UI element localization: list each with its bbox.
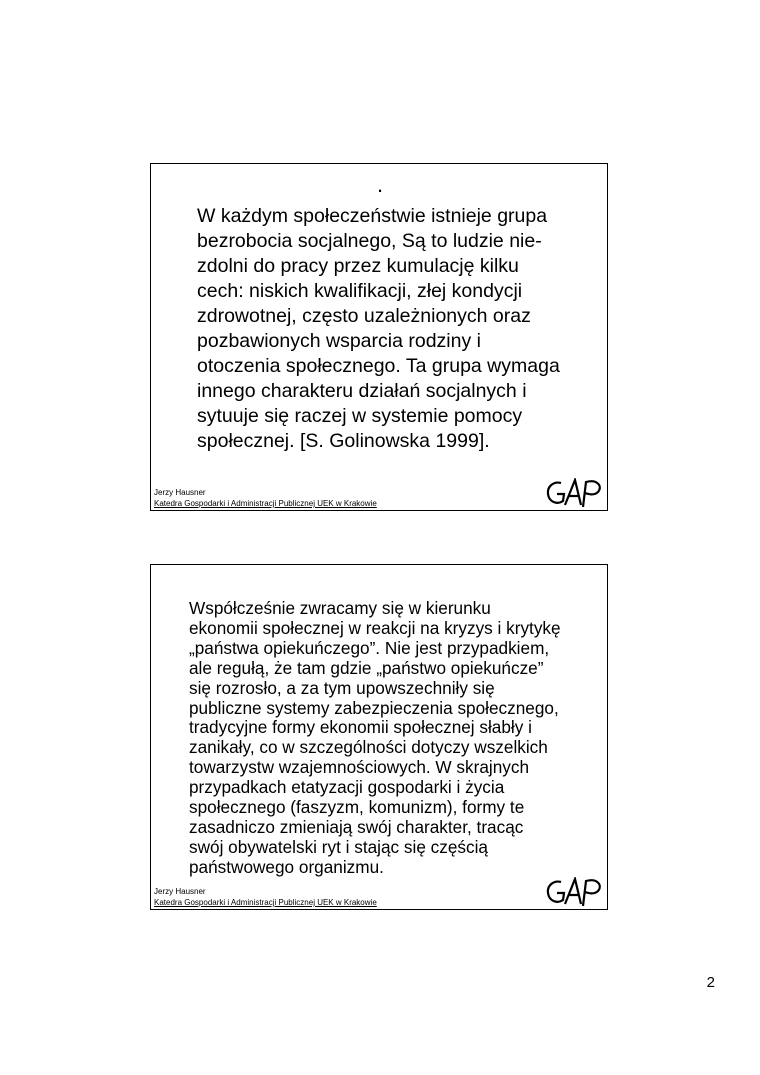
slide-title-marker: . bbox=[377, 172, 384, 197]
slide-footer bbox=[154, 886, 377, 908]
footer-author: Jerzy Hausner bbox=[154, 488, 206, 497]
gap-logo-icon bbox=[545, 478, 605, 508]
slide-footer bbox=[154, 487, 377, 509]
slide-body-text: Współcześnie zwracamy się w kierunku ekonomii społecznej w reakcji na kryzys i krytykę „państwa opiekuńczego”. Nie jest przypadkiem, ale regułą, że tam gdzie „państwo opiekuńcze” się rozrosło, a za tym upowszechniły się publiczne systemy zabezpieczenia społecznego, tradycyjne formy ekonomii społecznej słabły i zanikały, co w szczególności dotyczy wszelkich towarzystw wzajemnościowych. W skrajnych przypadkach etatyzacji gospodarki i życia społecznego (faszyzm, komunizm), formy te zasadniczo zmieniają swój charakter, tracąc swój obywatelski ryt i stając się częścią państwowego organizmu. bbox=[189, 598, 561, 877]
footer-department: Katedra Gospodarki i Administracji Publicznej UEK w Krakowie bbox=[154, 499, 377, 508]
slide-2 bbox=[150, 564, 608, 910]
gap-logo-icon bbox=[545, 877, 605, 907]
footer-author: Jerzy Hausner bbox=[154, 887, 206, 896]
page-number: 2 bbox=[706, 974, 715, 991]
slide-1 bbox=[150, 163, 608, 511]
footer-department: Katedra Gospodarki i Administracji Publicznej UEK w Krakowie bbox=[154, 898, 377, 907]
slide-body-text: W każdym społeczeństwie istnieje grupa bezrobocia socjalnego, Są to ludzie nie- zdolni do pracy przez kumulację kilku cech: niskich kwalifikacji, złej kondycji zdrowotnej, często uzależnionych oraz pozbawionych wsparcia rodziny i otoczenia społecznego. Ta grupa wymaga innego charakteru działań socjalnych i sytuuje się raczej w systemie pomocy społecznej. [S. Golinowska 1999]. bbox=[197, 205, 560, 452]
